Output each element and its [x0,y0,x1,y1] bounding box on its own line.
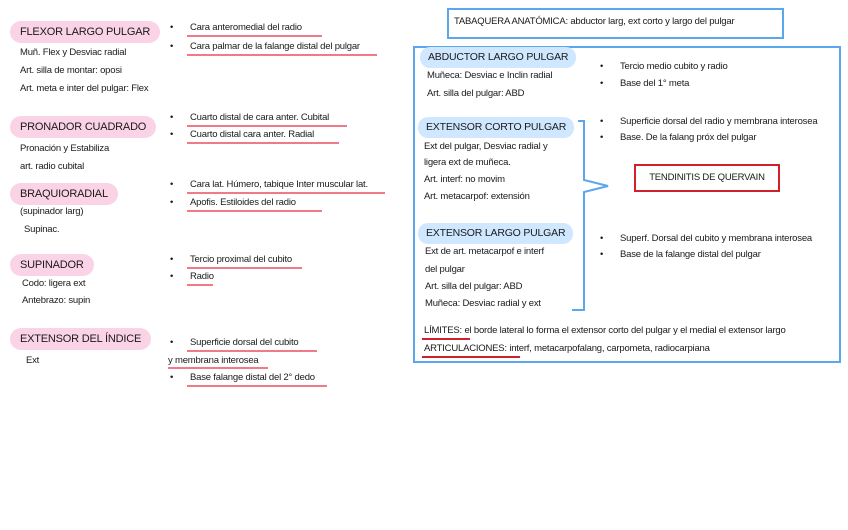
title-extensor-corto-pulgar: EXTENSOR CORTO PULGAR [418,117,574,138]
underline [422,338,470,340]
bullet-item: • Base. De la falang próx del pulgar [620,131,756,145]
underline [187,267,302,269]
header-title: TABAQUERA ANATÓMICA: abductor larg, ext corto y largo del pulgar [454,16,735,27]
note: (supinador larg) [20,206,84,217]
limites-text: el borde lateral lo forma el extensor corto del pulgar y el medial el extensor largo [462,325,786,336]
note: Supinac. [24,224,60,235]
note: art. radio cubital [20,161,84,172]
underline [187,385,327,387]
note: y membrana interosea [168,355,259,366]
bullet-item: • Base de la falange distal del pulgar [620,248,761,262]
note: Pronación y Estabiliza [20,143,110,154]
bracket [570,118,615,316]
note: Ext [26,355,40,366]
note: Antebrazo: supin [22,295,91,306]
articulaciones-line [424,343,710,354]
limites-line [424,325,786,336]
note: Muñeca: Desviac radial y ext [425,298,541,309]
underline [187,54,377,56]
bullet-item: • Cara anteromedial del radio [190,21,302,35]
bullet-item: • Cuarto distal cara anter. Radial [190,128,314,142]
underline [187,35,322,37]
bullet-item: • Superficie dorsal del cubito [190,336,298,350]
bullet-item: • Base falange distal del 2° dedo [190,371,315,385]
note: Art. metacarpof: extensión [424,191,530,202]
title-extensor-largo-pulgar: EXTENSOR LARGO PULGAR [418,223,573,244]
bullet-item: • Tercio proximal del cubito [190,253,292,267]
note: Art. meta e inter del pulgar: Flex [20,83,149,94]
bullet-item: • Radio [190,270,214,284]
limites-label: LÍMITES: [424,325,462,336]
title-extensor-del-indice: EXTENSOR DEL ÍNDICE [10,328,151,350]
note: Codo: ligera ext [22,278,86,289]
underline [187,142,339,144]
underline [187,350,317,352]
underline [187,125,347,127]
bullet-item: • Tercio medio cubito y radio [620,60,728,74]
note: Art. silla del pulgar: ABD [427,88,525,99]
underline [187,192,385,194]
note: Muñ. Flex y Desviac radial [20,47,127,58]
note: Art. silla del pulgar: ABD [425,281,523,292]
title-pronador-cuadrado: PRONADOR CUADRADO [10,116,156,138]
underline [168,367,268,369]
note: del pulgar [425,264,465,275]
underline [187,210,322,212]
underline [187,284,213,286]
bullet-item: • Cara palmar de la falange distal del pulgar [190,40,360,54]
title-braquioradial: BRAQUIORADIAL [10,183,118,205]
underline [422,356,520,358]
bullet-item: • Base del 1° meta [620,77,689,91]
bullet-item: • Superficie dorsal del radio y membrana interosea [620,115,817,129]
bullet-item: • Cuarto distal de cara anter. Cubital [190,111,329,125]
title-abductor-largo-pulgar: ABDUCTOR LARGO PULGAR [420,47,576,68]
tendinitis-label: TENDINITIS DE QUERVAIN [649,172,765,183]
title-flexor-largo-pulgar: FLEXOR LARGO PULGAR [10,21,160,43]
note: Muñeca: Desviac e Inclin radial [427,70,553,81]
note: Art. silla de montar: oposi [20,65,122,76]
note: ligera ext de muñeca. [424,157,511,168]
bullet-item: • Superf. Dorsal del cubito y membrana interosea [620,232,812,246]
bullet-item: • Apofis. Estiloides del radio [190,196,296,210]
bullet-item: • Cara lat. Húmero, tabique Inter muscular lat. [190,178,368,192]
articulaciones-label: ARTICULACIONES: [424,343,507,354]
articulaciones-text: interf, metacarpofalang, carpometa, radiocarpiana [506,343,710,354]
note: Ext de art. metacarpof e interf [425,246,544,257]
note: Ext del pulgar, Desviac radial y [424,141,548,152]
note: Art. interf: no movim [424,174,505,185]
title-supinador: SUPINADOR [10,254,94,276]
